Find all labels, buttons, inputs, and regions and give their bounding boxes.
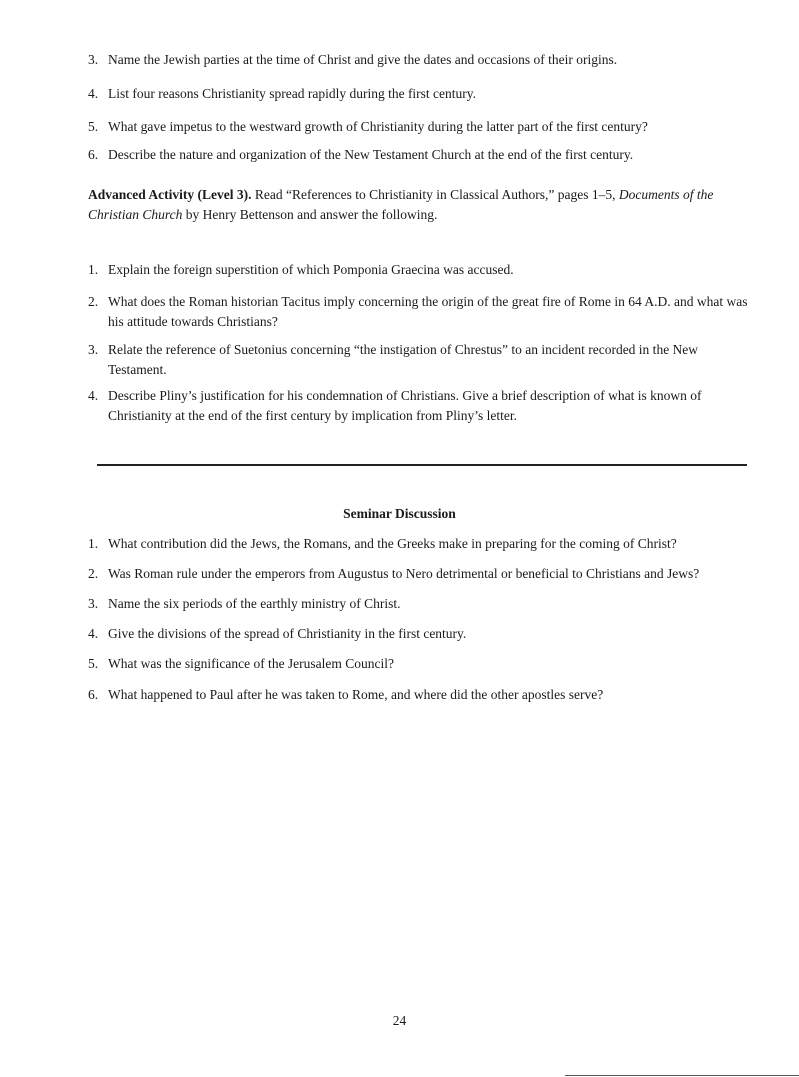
item-text: What contribution did the Jews, the Romans, and the Greeks make in preparing for the coming of Christ? (108, 536, 677, 551)
item-number: 1. (88, 262, 99, 277)
question-item (88, 117, 753, 137)
item-number: 5. (88, 656, 99, 671)
outro-text: by Henry Bettenson and answer the following. (182, 207, 438, 222)
item-text: Relate the reference of Suetonius concerning “the instigation of Chrestus” to an incident recorded in the New Testament. (108, 342, 699, 377)
item-text: Explain the foreign superstition of which Pomponia Graecina was accused. (108, 262, 514, 277)
item-text: What does the Roman historian Tacitus imply concerning the origin of the great fire of Rome in 64 A.D. and what was his attitude towards Christians? (108, 294, 748, 329)
question-item (88, 386, 753, 426)
question-item (88, 564, 753, 584)
item-text: What happened to Paul after he was taken to Rome, and where did the other apostles serve? (108, 687, 604, 702)
question-item (88, 685, 753, 705)
item-text: Give the divisions of the spread of Christianity in the first century. (108, 626, 467, 641)
item-number: 5. (88, 119, 99, 134)
item-number: 2. (88, 294, 99, 309)
question-item (88, 84, 753, 104)
item-number: 4. (88, 86, 99, 101)
item-number: 4. (88, 388, 99, 403)
question-item (88, 292, 753, 332)
question-item (88, 594, 753, 614)
advanced-activity-intro (88, 185, 753, 225)
page-number: 24 (392, 1013, 407, 1028)
question-item (88, 624, 753, 644)
item-text: What gave impetus to the westward growth of Christianity during the latter part of the first century? (108, 119, 648, 134)
section-divider (97, 464, 747, 466)
advanced-activity-label: Advanced Activity (Level 3). (88, 187, 252, 202)
question-item (88, 50, 753, 70)
question-item (88, 534, 753, 554)
question-item (88, 145, 753, 165)
item-number: 2. (88, 566, 99, 581)
item-number: 6. (88, 687, 99, 702)
question-item (88, 260, 753, 280)
question-item (88, 654, 753, 674)
item-text: Name the Jewish parties at the time of Christ and give the dates and occasions of their origins. (108, 52, 618, 67)
item-number: 3. (88, 596, 99, 611)
item-number: 4. (88, 626, 99, 641)
item-text: Describe Pliny’s justification for his condemnation of Christians. Give a brief description of what is known of Christianity at the end of the first century by implication from Pliny’s letter. (108, 388, 702, 423)
question-item (88, 340, 753, 380)
item-number: 1. (88, 536, 99, 551)
page-body (88, 50, 753, 705)
item-text: Was Roman rule under the emperors from Augustus to Nero detrimental or beneficial to Christians and Jews? (108, 566, 700, 581)
item-text: List four reasons Christianity spread rapidly during the first century. (108, 86, 477, 101)
item-text: Describe the nature and organization of the New Testament Church at the end of the first century. (108, 147, 634, 162)
item-number: 6. (88, 147, 99, 162)
intro-text: Read “References to Christianity in Classical Authors,” pages 1–5, (251, 187, 619, 202)
item-text: What was the significance of the Jerusalem Council? (108, 656, 395, 671)
item-number: 3. (88, 342, 99, 357)
item-text: Name the six periods of the earthly ministry of Christ. (108, 596, 401, 611)
scan-edge-line (565, 1075, 799, 1076)
seminar-heading: Seminar Discussion (343, 506, 456, 521)
item-number: 3. (88, 52, 99, 67)
book-title: Documents of the Christian Church (88, 187, 714, 222)
